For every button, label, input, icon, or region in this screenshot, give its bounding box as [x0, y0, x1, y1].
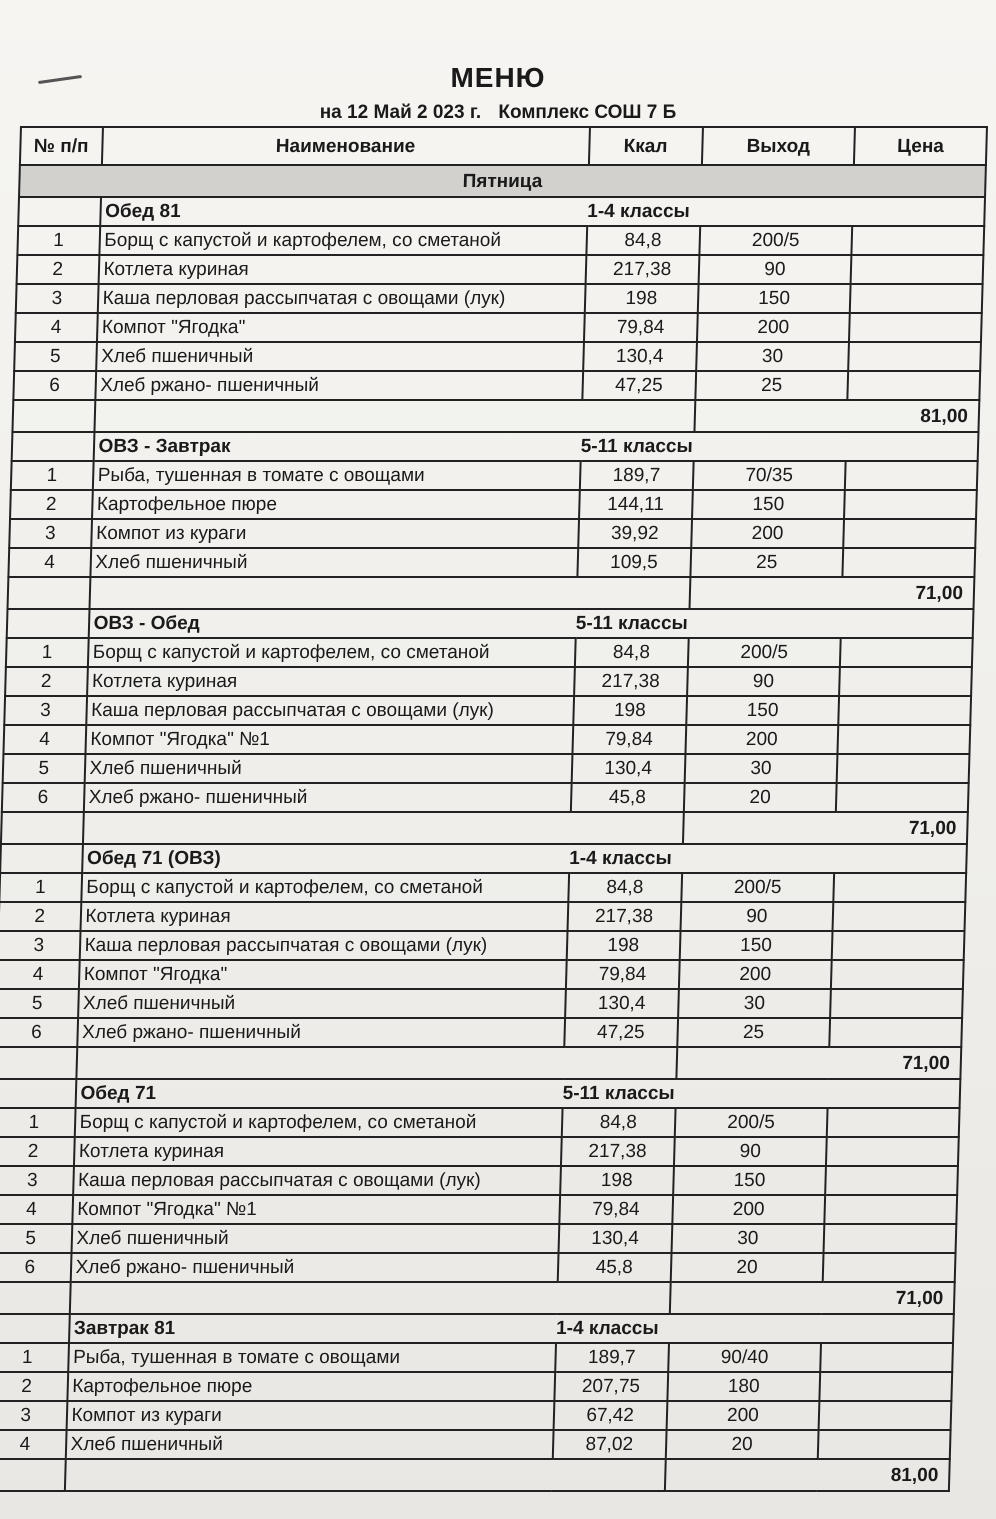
header-output: Выход — [702, 127, 856, 165]
total-num-cell — [12, 400, 94, 432]
table-row — [0, 960, 964, 989]
section-header-row — [12, 432, 979, 461]
dish-output: 150 — [679, 931, 832, 960]
dish-kcal: 217,38 — [574, 667, 688, 696]
section-total-price: 71,00 — [689, 577, 974, 609]
dish-price — [832, 931, 965, 960]
total-num-cell — [1, 812, 83, 844]
dish-output: 30 — [671, 1224, 824, 1253]
dish-price — [845, 461, 978, 490]
dish-kcal: 198 — [584, 284, 698, 313]
table-row — [0, 1108, 960, 1137]
section-total-price: 81,00 — [664, 1459, 949, 1491]
table-row — [0, 931, 965, 960]
dish-output: 30 — [696, 342, 849, 371]
dish-output: 90 — [698, 255, 851, 284]
table-row — [0, 1372, 952, 1401]
dish-price — [848, 342, 981, 371]
total-num-cell — [8, 577, 90, 609]
dish-price — [819, 1401, 952, 1430]
dish-output: 200/5 — [681, 873, 834, 902]
dish-name: Компот "Ягодка" — [96, 313, 584, 342]
menu-table — [0, 126, 988, 1492]
header-kcal: Ккал — [589, 127, 703, 165]
row-number: 3 — [9, 519, 91, 548]
table-row — [0, 1137, 959, 1166]
dish-kcal: 84,8 — [586, 226, 700, 255]
menu-date: на 12 Май 2 023 г. — [319, 102, 482, 123]
dish-kcal: 109,5 — [577, 548, 691, 577]
dish-price — [830, 989, 963, 1018]
row-number: 4 — [15, 313, 97, 342]
dish-kcal: 198 — [560, 1166, 674, 1195]
dish-kcal: 87,02 — [552, 1430, 666, 1459]
dish-price — [818, 1430, 951, 1459]
dish-name: Картофельное пюре — [92, 490, 580, 519]
row-number: 6 — [13, 371, 95, 400]
dish-name: Борщ с капустой и картофелем, со сметаной — [87, 638, 575, 667]
table-row — [17, 226, 984, 255]
dish-output: 20 — [670, 1253, 823, 1282]
dish-price — [827, 1108, 960, 1137]
section-header-row — [7, 609, 974, 638]
dish-price — [839, 667, 972, 696]
day-label: Пятница — [19, 165, 986, 197]
dish-price — [830, 1018, 963, 1047]
row-number: 2 — [0, 902, 81, 931]
menu-complex: Комплекс СОШ 7 Б — [498, 102, 677, 123]
dish-name: Котлета куриная — [73, 1137, 561, 1166]
dish-kcal: 79,84 — [572, 725, 686, 754]
dish-output: 200 — [666, 1401, 819, 1430]
dish-kcal: 45,8 — [557, 1253, 671, 1282]
dish-output: 25 — [677, 1018, 830, 1047]
table-row — [0, 873, 966, 902]
dish-name: Хлеб ржано- пшеничный — [77, 1018, 565, 1047]
row-number: 1 — [6, 638, 88, 667]
table-row — [15, 313, 982, 342]
dish-kcal: 45,8 — [571, 783, 685, 812]
dish-price — [848, 371, 981, 400]
dish-price — [852, 226, 985, 255]
dish-kcal: 189,7 — [580, 461, 694, 490]
section-classes: 5-11 классы — [562, 1079, 960, 1108]
dish-output: 200 — [691, 519, 844, 548]
section-classes: 5-11 классы — [575, 609, 973, 638]
dish-price — [840, 638, 973, 667]
dish-name: Хлеб пшеничный — [90, 548, 578, 577]
dish-output: 90 — [674, 1137, 827, 1166]
total-blank-cell — [76, 1047, 677, 1079]
section-total-price: 71,00 — [676, 1047, 961, 1079]
dish-name: Хлеб пшеничный — [65, 1430, 553, 1459]
dish-name: Рыба, тушенная в томате с овощами — [92, 461, 580, 490]
total-row — [1, 812, 968, 844]
row-number: 5 — [0, 1224, 72, 1253]
dish-price — [839, 696, 972, 725]
section-classes: 1-4 классы — [556, 1314, 954, 1343]
dish-name: Компот из кураги — [91, 519, 579, 548]
section-classes: 5-11 классы — [580, 432, 978, 461]
header-price: Цена — [854, 127, 987, 165]
section-total-price: 71,00 — [683, 812, 968, 844]
table-row — [0, 1195, 957, 1224]
section-num-cell — [7, 609, 89, 638]
table-row — [2, 783, 969, 812]
section-classes: 1-4 классы — [569, 844, 967, 873]
row-number: 5 — [0, 989, 78, 1018]
row-number: 6 — [0, 1018, 78, 1047]
table-row — [0, 1343, 953, 1372]
dish-output: 30 — [678, 989, 831, 1018]
dish-kcal: 217,38 — [585, 255, 699, 284]
table-row — [0, 1401, 951, 1430]
dish-name: Картофельное пюре — [67, 1372, 555, 1401]
dish-output: 70/35 — [692, 461, 845, 490]
dish-output: 90/40 — [668, 1343, 821, 1372]
table-row — [0, 1224, 956, 1253]
dish-name: Борщ с капустой и картофелем, со сметаной — [81, 873, 569, 902]
dish-name: Хлеб пшеничный — [84, 754, 572, 783]
row-number: 6 — [2, 783, 84, 812]
dish-name: Каша перловая рассыпчатая с овощами (лук) — [79, 931, 567, 960]
total-row — [0, 1459, 950, 1491]
dish-output: 200/5 — [699, 226, 852, 255]
dish-name: Компот "Ягодка" №1 — [85, 725, 573, 754]
dish-kcal: 217,38 — [567, 902, 681, 931]
dish-output: 200/5 — [687, 638, 840, 667]
dish-price — [826, 1137, 959, 1166]
table-row — [17, 255, 984, 284]
table-row — [13, 371, 980, 400]
total-num-cell — [0, 1282, 70, 1314]
table-row — [3, 754, 970, 783]
dish-kcal: 189,7 — [555, 1343, 669, 1372]
table-row — [0, 989, 963, 1018]
dish-kcal: 67,42 — [553, 1401, 667, 1430]
dish-kcal: 217,38 — [561, 1137, 675, 1166]
table-row — [0, 1018, 962, 1047]
table-row — [16, 284, 983, 313]
row-number: 3 — [4, 696, 86, 725]
header-name: Наименование — [101, 127, 589, 165]
dish-output: 200 — [697, 313, 850, 342]
dish-kcal: 130,4 — [565, 989, 679, 1018]
table-row — [10, 490, 977, 519]
row-number: 2 — [0, 1372, 68, 1401]
day-row — [19, 165, 986, 197]
row-number: 2 — [10, 490, 92, 519]
dish-price — [844, 490, 977, 519]
table-row — [0, 902, 965, 931]
dish-kcal: 144,11 — [579, 490, 693, 519]
dish-output: 200 — [685, 725, 838, 754]
dish-name: Борщ с капустой и картофелем, со сметаной — [74, 1108, 562, 1137]
total-row — [8, 577, 975, 609]
dish-price — [849, 313, 982, 342]
dish-name: Котлета куриная — [80, 902, 568, 931]
row-number: 1 — [11, 461, 93, 490]
row-number: 4 — [0, 1195, 73, 1224]
dish-name: Каша перловая рассыпчатая с овощами (лук) — [73, 1166, 561, 1195]
row-number: 4 — [0, 1430, 66, 1459]
total-num-cell — [0, 1459, 65, 1491]
section-total-price: 81,00 — [694, 400, 979, 432]
total-blank-cell — [82, 812, 683, 844]
dish-output: 30 — [684, 754, 837, 783]
dish-name: Каша перловая рассыпчатая с овощами (лук) — [86, 696, 574, 725]
total-num-cell — [0, 1047, 77, 1079]
dish-output: 200/5 — [674, 1108, 827, 1137]
dish-output: 90 — [687, 667, 840, 696]
dish-output: 25 — [695, 371, 848, 400]
dish-price — [838, 725, 971, 754]
row-number: 1 — [17, 226, 99, 255]
table-row — [11, 461, 978, 490]
section-classes: 1-4 классы — [587, 197, 985, 226]
section-num-cell — [0, 844, 82, 873]
section-header-row — [0, 844, 967, 873]
row-number: 3 — [16, 284, 98, 313]
dish-output: 20 — [665, 1430, 818, 1459]
total-blank-cell — [64, 1459, 665, 1491]
total-row — [0, 1282, 955, 1314]
row-number: 3 — [0, 931, 80, 960]
total-row — [0, 1047, 961, 1079]
dish-price — [833, 902, 966, 931]
dish-name: Рыба, тушенная в томате с овощами — [68, 1343, 556, 1372]
table-row — [9, 519, 976, 548]
row-number: 6 — [0, 1253, 71, 1282]
row-number: 1 — [0, 1343, 69, 1372]
dish-kcal: 79,84 — [566, 960, 680, 989]
row-number: 1 — [0, 1108, 75, 1137]
dish-output: 200 — [672, 1195, 825, 1224]
dish-output: 150 — [697, 284, 850, 313]
table-row — [5, 667, 972, 696]
page-subtitle — [0, 102, 996, 124]
dish-price — [837, 754, 970, 783]
dish-kcal: 47,25 — [582, 371, 696, 400]
table-row — [6, 638, 973, 667]
dish-kcal: 79,84 — [584, 313, 698, 342]
dish-name: Хлеб пшеничный — [78, 989, 566, 1018]
dish-output: 200 — [679, 960, 832, 989]
dish-kcal: 84,8 — [575, 638, 689, 667]
dish-kcal: 198 — [566, 931, 680, 960]
section-name: Обед 71 — [75, 1079, 563, 1108]
table-row — [0, 1430, 951, 1459]
section-total-price: 71,00 — [669, 1282, 954, 1314]
dish-kcal: 47,25 — [564, 1018, 678, 1047]
dish-kcal: 84,8 — [561, 1108, 675, 1137]
dish-name: Хлеб ржано- пшеничный — [95, 371, 583, 400]
dish-kcal: 198 — [573, 696, 687, 725]
dish-kcal: 130,4 — [583, 342, 697, 371]
row-number: 5 — [14, 342, 96, 371]
header-num: № п/п — [20, 127, 103, 165]
dish-price — [834, 873, 967, 902]
total-row — [12, 400, 979, 432]
dish-output: 20 — [683, 783, 836, 812]
row-number: 2 — [5, 667, 87, 696]
row-number: 3 — [0, 1401, 67, 1430]
menu-table-wrapper — [0, 126, 988, 1492]
section-name: Обед 81 — [100, 197, 588, 226]
section-num-cell — [12, 432, 94, 461]
row-number: 2 — [17, 255, 99, 284]
section-header-row — [0, 1079, 960, 1108]
dish-price — [850, 284, 983, 313]
dish-name: Каша перловая рассыпчатая с овощами (лук) — [97, 284, 585, 313]
dish-name: Хлеб пшеничный — [71, 1224, 559, 1253]
dish-kcal: 84,8 — [568, 873, 682, 902]
section-name: Обед 71 (ОВЗ) — [82, 844, 570, 873]
dish-kcal: 207,75 — [554, 1372, 668, 1401]
row-number: 1 — [0, 873, 82, 902]
dish-price — [825, 1195, 958, 1224]
table-row — [8, 548, 975, 577]
row-number: 4 — [0, 960, 79, 989]
dish-name: Компот "Ягодка" №1 — [72, 1195, 560, 1224]
dish-name: Хлеб ржано- пшеничный — [83, 783, 571, 812]
dish-output: 150 — [673, 1166, 826, 1195]
section-header-row — [18, 197, 985, 226]
dish-kcal: 130,4 — [571, 754, 685, 783]
section-num-cell — [18, 197, 100, 226]
dish-name: Компот из кураги — [66, 1401, 554, 1430]
table-row — [3, 725, 970, 754]
row-number: 4 — [8, 548, 90, 577]
dish-kcal: 39,92 — [578, 519, 692, 548]
dish-name: Компот "Ягодка" — [78, 960, 566, 989]
dish-price — [823, 1253, 956, 1282]
table-row — [14, 342, 981, 371]
section-num-cell — [0, 1079, 76, 1108]
table-row — [0, 1253, 956, 1282]
dish-kcal: 130,4 — [558, 1224, 672, 1253]
page-title: МЕНЮ — [450, 62, 546, 93]
section-header-row — [0, 1314, 954, 1343]
dish-kcal: 79,84 — [559, 1195, 673, 1224]
dish-price — [825, 1166, 958, 1195]
dish-price — [831, 960, 964, 989]
dish-name: Хлеб пшеничный — [96, 342, 584, 371]
dish-price — [851, 255, 984, 284]
section-name: ОВЗ - Завтрак — [93, 432, 581, 461]
section-name: Завтрак 81 — [69, 1314, 557, 1343]
dish-price — [843, 519, 976, 548]
dish-price — [843, 548, 976, 577]
dish-name: Котлета куриная — [98, 255, 586, 284]
dish-price — [820, 1343, 953, 1372]
dish-name: Котлета куриная — [87, 667, 575, 696]
section-name: ОВЗ - Обед — [88, 609, 576, 638]
dish-price — [820, 1372, 953, 1401]
dish-output: 150 — [686, 696, 839, 725]
row-number: 3 — [0, 1166, 73, 1195]
dish-output: 150 — [692, 490, 845, 519]
table-row — [4, 696, 971, 725]
total-blank-cell — [69, 1282, 670, 1314]
table-header-row — [20, 127, 987, 165]
dish-name: Борщ с капустой и картофелем, со сметаной — [99, 226, 587, 255]
dish-output: 90 — [680, 902, 833, 931]
dish-name: Хлеб ржано- пшеничный — [70, 1253, 558, 1282]
dish-price — [824, 1224, 957, 1253]
dish-output: 180 — [667, 1372, 820, 1401]
total-blank-cell — [94, 400, 695, 432]
row-number: 4 — [3, 725, 85, 754]
dish-price — [836, 783, 969, 812]
dish-output: 25 — [690, 548, 843, 577]
row-number: 2 — [0, 1137, 74, 1166]
total-blank-cell — [89, 577, 690, 609]
table-row — [0, 1166, 958, 1195]
row-number: 5 — [3, 754, 85, 783]
section-num-cell — [0, 1314, 69, 1343]
